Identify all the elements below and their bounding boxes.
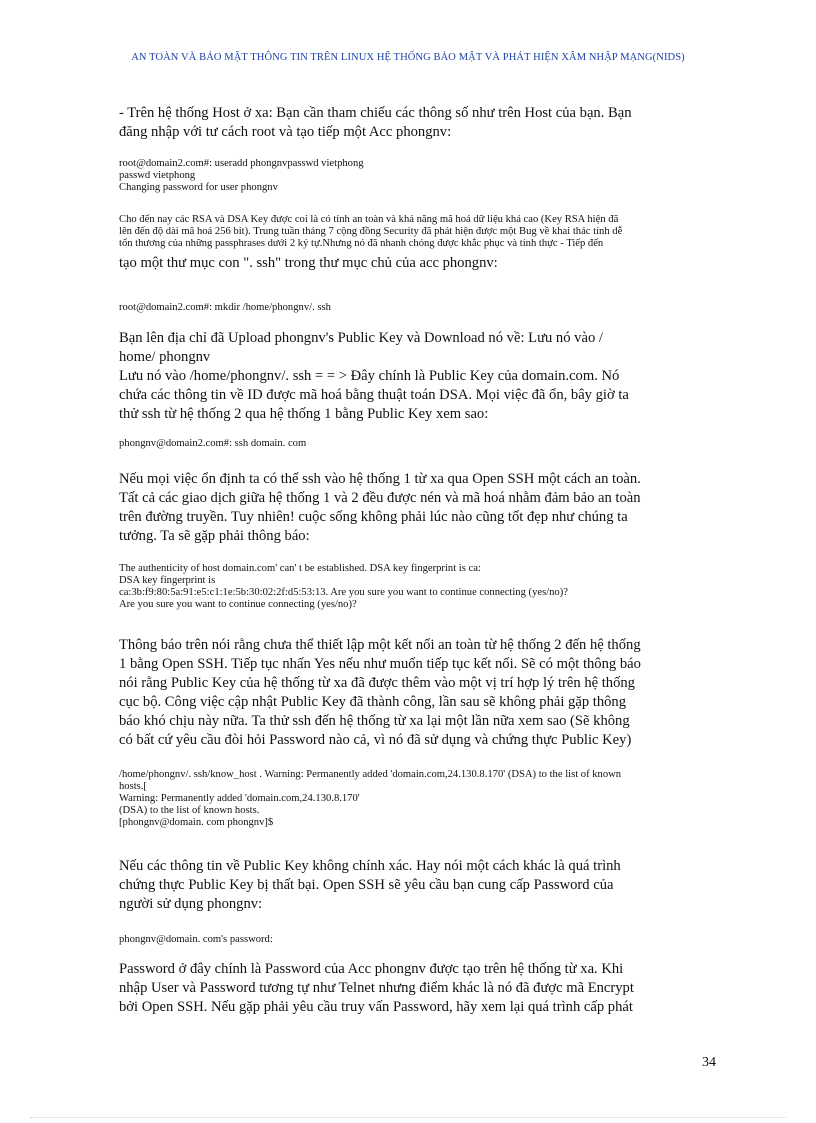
- text-line: DSA key fingerprint is: [119, 575, 216, 586]
- text-line: tổn thương của những passphrases dưới 2 ký tự.Nhưng nó đã nhanh chóng được khắc phục và tính thực - Tiếp đến: [119, 238, 604, 249]
- text-line: bởi Open SSH. Nếu gặp phải yêu cầu truy vấn Password, hãy xem lại quá trình cấp phát: [119, 999, 633, 1015]
- text-line: phongnv@domain. com's password:: [119, 934, 273, 945]
- text-line: lên đến độ dài mã hoá 256 bit). Trung tuần tháng 7 cộng đồng Security đã phát hiện được một Bug về khai thác tính dễ: [119, 226, 623, 237]
- running-header: AN TOÀN VÀ BẢO MẬT THÔNG TIN TRÊN LINUX HỆ THỐNG BẢO MẬT VÀ PHÁT HIỆN XÂM NHẬP MẠNG(NIDS): [131, 52, 685, 63]
- text-line: Cho đến nay các RSA và DSA Key được coi là có tính an toàn và khả năng mã hoá dữ liệu khá cao (Key RSA hiện đã: [119, 214, 619, 225]
- text-line: chứa các thông tin về ID được mã hoá bằng thuật toán DSA. Mọi việc đã ổn, bây giờ ta: [119, 387, 629, 403]
- body-paragraph: [119, 254, 719, 273]
- text-line: báo khó chịu này nữa. Ta thử ssh đến hệ thống từ xa lại một lần nữa xem sao (Sẽ không: [119, 713, 630, 729]
- text-line: phongnv@domain2.com#: ssh domain. com: [119, 438, 307, 449]
- code-block: [119, 563, 719, 611]
- text-line: root@domain2.com#: mkdir /home/phongnv/. ssh: [119, 302, 331, 313]
- text-line: Password ở đây chính là Password của Acc phongnv được tạo trên hệ thống từ xa. Khi: [119, 961, 624, 977]
- text-line: nhập User và Password tương tự như Telnet nhưng điểm khác là nó đã được mã Encrypt: [119, 980, 634, 996]
- text-line: (DSA) to the list of known hosts.: [119, 805, 260, 816]
- text-line: /home/phongnv/. ssh/know_host . Warning: Permanently added 'domain.com,24.130.8.170' (DSA) to the list of known: [119, 769, 622, 780]
- text-line: root@domain2.com#: useradd phongnvpasswd vietphong: [119, 158, 364, 169]
- body-paragraph: [119, 636, 719, 750]
- text-line: tưởng. Ta sẽ gặp phải thông báo:: [119, 528, 310, 544]
- body-paragraph: [119, 470, 719, 546]
- text-line: Nếu các thông tin về Public Key không chính xác. Hay nói một cách khác là quá trình: [119, 858, 621, 874]
- body-paragraph: [119, 104, 719, 142]
- code-block: [119, 302, 719, 314]
- text-line: home/ phongnv: [119, 349, 211, 365]
- text-line: ca:3b:f9:80:5a:91:e5:c1:1e:5b:30:02:2f:d5:53:13. Are you sure you want to continue connecting (yes/no)?: [119, 587, 568, 598]
- code-block: [119, 158, 719, 194]
- text-line: Nếu mọi việc ổn định ta có thể ssh vào hệ thống 1 từ xa qua Open SSH một cách an toàn.: [119, 471, 641, 487]
- text-line: đăng nhập với tư cách root và tạo tiếp một Acc phongnv:: [119, 124, 452, 140]
- body-paragraph: [119, 329, 719, 424]
- text-line: chứng thực Public Key bị thất bại. Open SSH sẽ yêu cầu bạn cung cấp Password của: [119, 877, 614, 893]
- code-block: [119, 934, 719, 946]
- text-line: nói rằng Public Key của hệ thống từ xa đã được thêm vào một vị trí hợp lý trên hệ thống: [119, 675, 635, 691]
- body-paragraph: [119, 857, 719, 914]
- body-paragraph: [119, 960, 719, 1017]
- text-line: trên đường truyền. Tuy nhiên! cuộc sống không phải lúc nào cũng tốt đẹp như chúng ta: [119, 509, 628, 525]
- text-line: thử ssh từ hệ thống 2 qua hệ thống 1 bằng Public Key xem sao:: [119, 406, 489, 422]
- text-line: Thông báo trên nói rằng chưa thể thiết lập một kết nối an toàn từ hệ thống 2 đến hệ thống: [119, 637, 641, 653]
- text-line: tạo một thư mục con ". ssh" trong thư mục chủ của acc phongnv:: [119, 255, 498, 271]
- text-line: người sử dụng phongnv:: [119, 896, 263, 912]
- text-line: Changing password for user phongnv: [119, 182, 278, 193]
- text-line: Bạn lên địa chỉ đã Upload phongnv's Public Key và Download nó về: Lưu nó vào /: [119, 330, 603, 346]
- text-line: có bất cứ yêu cầu đòi hỏi Password nào cả, vì nó đã sử dụng và chứng thực Public Key): [119, 732, 632, 748]
- text-line: Warning: Permanently added 'domain.com,24.130.8.170': [119, 793, 360, 804]
- text-line: Are you sure you want to continue connecting (yes/no)?: [119, 599, 357, 610]
- code-block: [119, 214, 719, 250]
- text-line: Lưu nó vào /home/phongnv/. ssh = = > Đây chính là Public Key của domain.com. Nó: [119, 368, 620, 384]
- text-line: Tất cả các giao dịch giữa hệ thống 1 và 2 đều được nén và mã hoá nhằm đảm bảo an toàn: [119, 490, 641, 506]
- text-line: cục bộ. Công việc cập nhật Public Key đã thành công, lần sau sẽ không phải gặp thông: [119, 694, 627, 710]
- code-block: [119, 438, 719, 450]
- page-bottom-rule: [30, 1117, 786, 1118]
- text-line: - Trên hệ thống Host ở xa: Bạn cần tham chiếu các thông số như trên Host của bạn. Bạn: [119, 105, 632, 121]
- text-line: 1 bằng Open SSH. Tiếp tục nhấn Yes nếu như muốn tiếp tục kết nối. Sẽ có một thông báo: [119, 656, 641, 672]
- text-line: [phongnv@domain. com phongnv]$: [119, 817, 274, 828]
- text-line: passwd vietphong: [119, 170, 196, 181]
- code-block: [119, 769, 719, 829]
- text-line: The authenticity of host domain.com' can' t be established. DSA key fingerprint is ca:: [119, 563, 481, 574]
- page-number: 34: [702, 1055, 716, 1070]
- text-line: hosts.[: [119, 781, 147, 792]
